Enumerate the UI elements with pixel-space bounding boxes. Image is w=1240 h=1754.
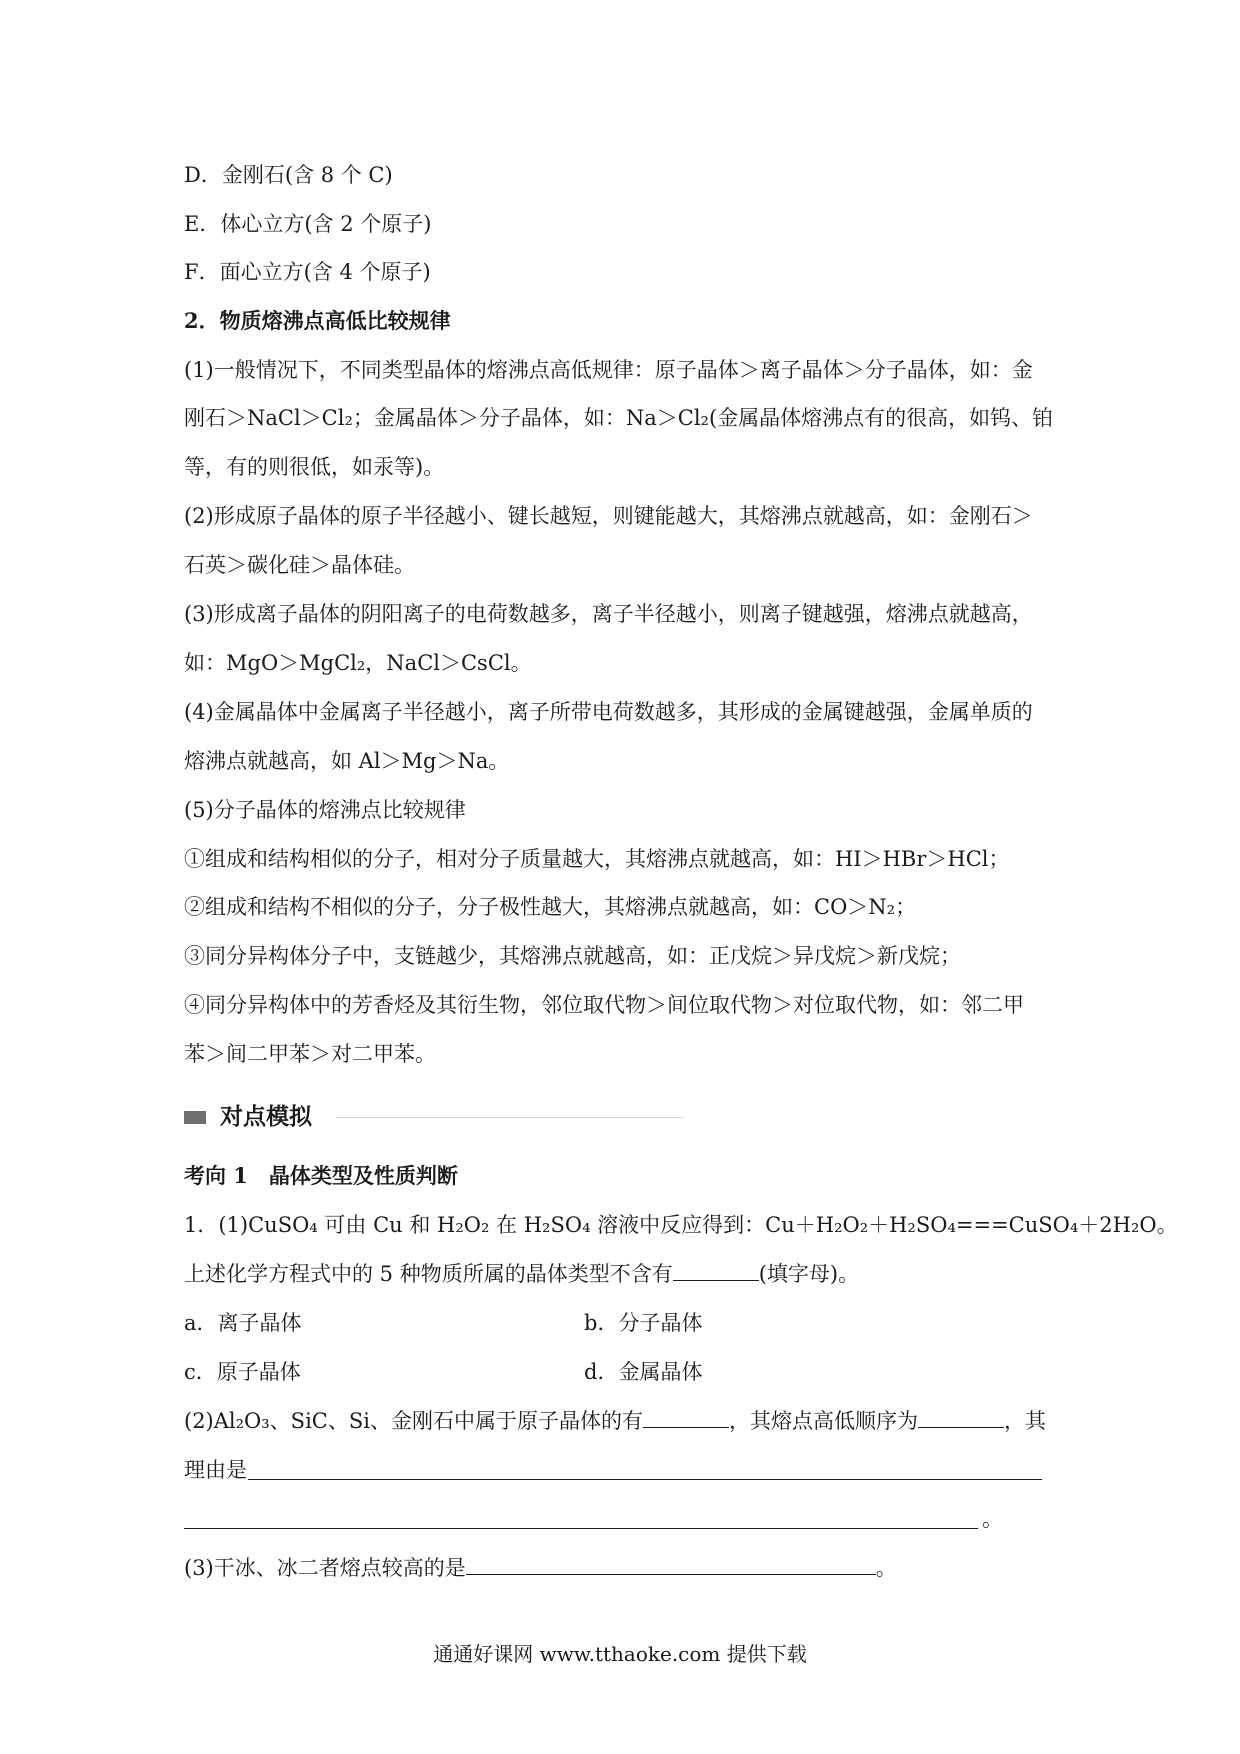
question-text: ，其 <box>1003 1409 1046 1433</box>
exercise-topic: 考向 1 晶体类型及性质判断 <box>184 1163 458 1188</box>
option-d-diamond: D．金刚石(含 8 个 C) <box>184 163 393 187</box>
paragraph-line: ②组成和结构不相似的分子，分子极性越大，其熔沸点就越高，如：CO＞N₂； <box>184 895 917 919</box>
answer-blank[interactable] <box>918 1407 1004 1428</box>
question-text: 。 <box>982 1507 1003 1531</box>
paragraph-line: ①组成和结构相似的分子，相对分子质量越大，其熔沸点就越高，如：HI＞HBr＞HCl； <box>184 847 1010 871</box>
question-1-part-1: 1．(1)CuSO₄ 可由 Cu 和 H₂O₂ 在 H₂SO₄ 溶液中反应得到：Cu＋H₂O₂＋H₂SO₄===CuSO₄＋2H₂O。 <box>184 1213 1178 1237</box>
paragraph-line: (4)金属晶体中金属离子半径越小，离子所带电荷数越多，其形成的金属键越强，金属单质的 <box>184 700 1033 724</box>
choice-c: c．原子晶体 <box>184 1360 301 1384</box>
question-text: 。 <box>875 1556 897 1580</box>
paragraph-line: 苯＞间二甲苯＞对二甲苯。 <box>184 1042 436 1066</box>
choice-d: d．金属晶体 <box>584 1360 703 1384</box>
answer-blank-line[interactable] <box>184 1528 978 1529</box>
option-e-bcc: E．体心立方(含 2 个原子) <box>184 212 432 236</box>
paragraph-line: (2)形成原子晶体的原子半径越小、键长越短，则键能越大，其熔沸点就越高，如：金刚石＞ <box>184 504 1033 528</box>
question-1-part-2-reason <box>184 1456 247 1484</box>
answer-blank[interactable] <box>643 1407 729 1428</box>
paragraph-line: 刚石＞NaCl＞Cl₂；金属晶体＞分子晶体，如：Na＞Cl₂(金属晶体熔沸点有的很高，如钨、铂 <box>184 406 1054 430</box>
section-divider <box>336 1117 684 1118</box>
paragraph-line: 如：MgO＞MgCl₂，NaCl＞CsCl。 <box>184 651 532 675</box>
paragraph-line: 等，有的则很低，如汞等)。 <box>184 455 445 479</box>
section-marker-icon <box>184 1111 206 1124</box>
paragraph-line: (1)一般情况下，不同类型晶体的熔沸点高低规律：原子晶体＞离子晶体＞分子晶体，如：金 <box>184 358 1033 382</box>
heading-melting-point-rules: 2．物质熔沸点高低比较规律 <box>184 308 451 333</box>
question-text: ，其熔点高低顺序为 <box>728 1409 918 1433</box>
page-footer: 通通好课网 www.tthaoke.com 提供下载 <box>433 1642 807 1666</box>
question-text: 上述化学方程式中的 5 种物质所属的晶体类型不含有 <box>184 1262 673 1286</box>
paragraph-line: 石英＞碳化硅＞晶体硅。 <box>184 553 415 577</box>
paragraph-line: 熔沸点就越高，如 Al＞Mg＞Na。 <box>184 749 510 773</box>
paragraph-line: ④同分异构体中的芳香烃及其衍生物，邻位取代物＞间位取代物＞对位取代物，如：邻二甲 <box>184 993 1024 1017</box>
paragraph-line: (3)形成离子晶体的阴阳离子的电荷数越多，离子半径越小，则离子键越强，熔沸点就越高， <box>184 602 1033 626</box>
question-1-part-3 <box>184 1554 897 1582</box>
choice-a: a．离子晶体 <box>184 1311 302 1335</box>
question-1-part-1-prompt <box>184 1260 859 1288</box>
choice-b: b．分子晶体 <box>584 1311 703 1335</box>
question-text: (3)干冰、冰二者熔点较高的是 <box>184 1556 466 1580</box>
section-title: 对点模拟 <box>220 1104 312 1130</box>
question-text: (填字母)。 <box>758 1262 860 1286</box>
paragraph-line: (5)分子晶体的熔沸点比较规律 <box>184 798 466 822</box>
option-f-fcc: F．面心立方(含 4 个原子) <box>184 260 431 284</box>
answer-blank-line[interactable] <box>248 1479 1042 1480</box>
answer-blank[interactable] <box>673 1260 759 1281</box>
paragraph-line: ③同分异构体分子中，支链越少，其熔沸点就越高，如：正戊烷＞异戊烷＞新戊烷； <box>184 944 961 968</box>
answer-blank[interactable] <box>466 1554 876 1575</box>
section-header <box>184 1102 684 1132</box>
question-1-part-2 <box>184 1407 1046 1435</box>
question-text: (2)Al₂O₃、SiC、Si、金刚石中属于原子晶体的有 <box>184 1409 643 1433</box>
question-text: 理由是 <box>184 1458 247 1482</box>
